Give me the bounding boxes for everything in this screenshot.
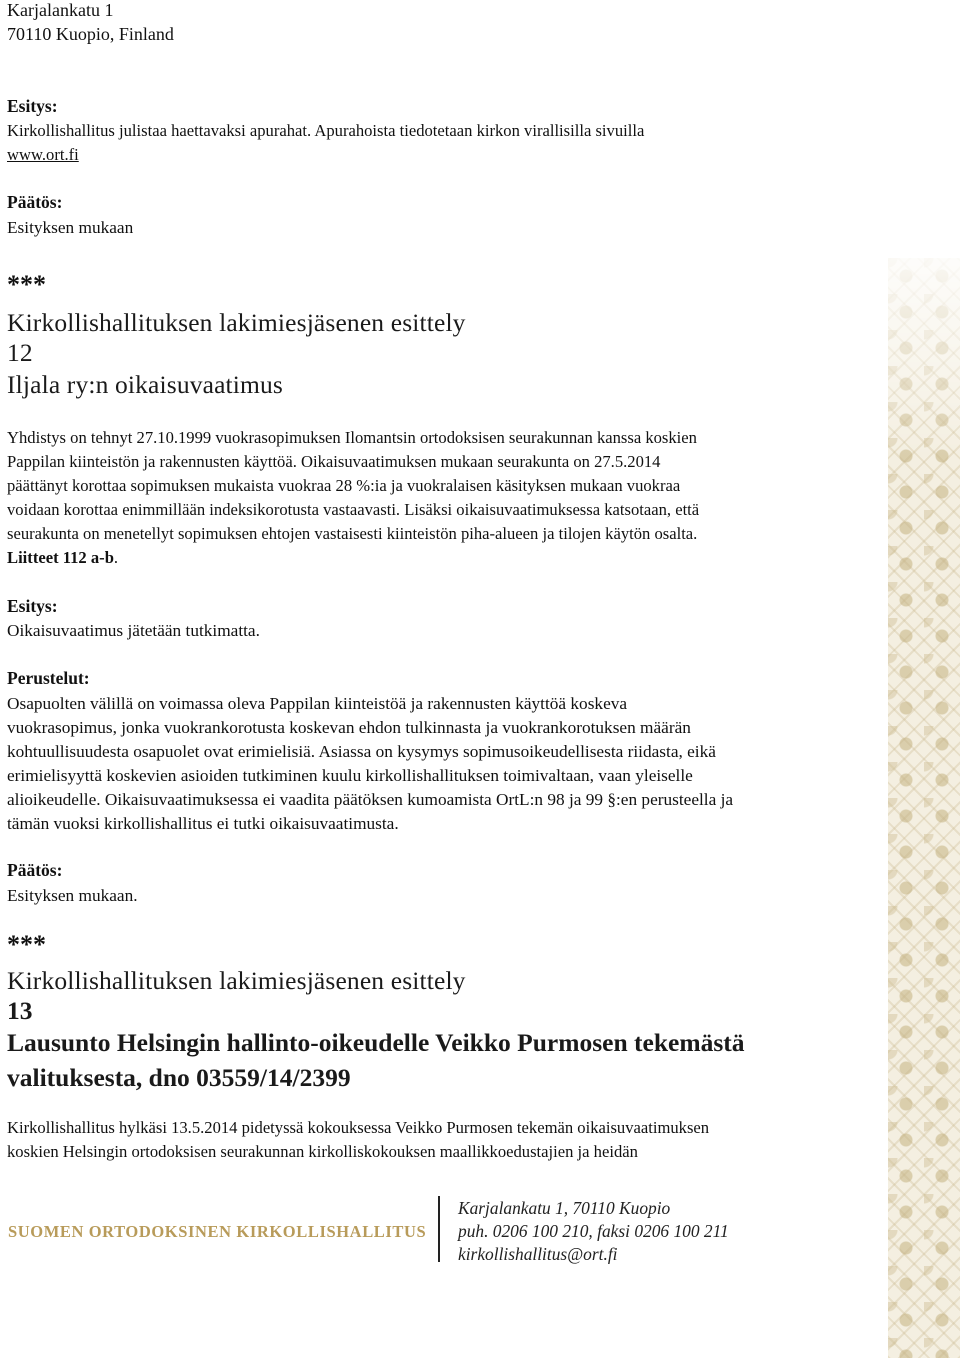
separator-stars: *** (7, 270, 46, 299)
footer-email: kirkollishallitus@ort.fi (458, 1244, 618, 1264)
presenter-heading: Kirkollishallituksen lakimiesjäsenen esittely (7, 308, 466, 337)
presenter-heading: Kirkollishallituksen lakimiesjäsenen esittely (7, 966, 466, 995)
body-line: seurakunta on menetellyt sopimuksen ehtojen vastaisesti kiinteistön piha-alueen ja tilojen käytön osalta. (7, 524, 698, 543)
footer-divider (438, 1196, 440, 1262)
decision-label: Päätös: (7, 860, 63, 880)
item-number: 13 (7, 996, 33, 1025)
proposal-text: Kirkollishallitus julistaa haettavaksi apurahat. Apurahoista tiedotetaan kirkon virallisilla sivuilla (7, 121, 645, 140)
body-line: Pappilan kiinteistön ja rakennusten käyttöä. Oikaisuvaatimuksen mukaan seurakunta on 27.5.2014 (7, 452, 661, 471)
item-title: Iljala ry:n oikaisuvaatimus (7, 370, 283, 399)
attachments-suffix: . (113, 548, 119, 567)
body-line: Kirkollishallitus hylkäsi 13.5.2014 pidetyssä kokouksessa Veikko Purmosen tekemän oikaisuvaatimuksen (7, 1118, 710, 1137)
decision-text: Esityksen mukaan. (7, 886, 138, 905)
decorative-ornament-strip (888, 258, 960, 1358)
decision-text: Esityksen mukaan (7, 218, 134, 237)
organization-logo-text: SUOMEN ORTODOKSINEN KIRKOLLISHALLITUS (8, 1222, 427, 1241)
ort-fi-link[interactable]: www.ort.fi (7, 145, 79, 164)
item-title-line1: Lausunto Helsingin hallinto-oikeudelle Veikko Purmosen tekemästä (7, 1028, 745, 1057)
grounds-label: Perustelut: (7, 668, 90, 688)
attachments-label: Liitteet 112 a-b (7, 548, 114, 567)
item-number: 12 (7, 338, 33, 367)
body-line: koskien Helsingin ortodoksisen seurakunnan kirkolliskokouksen maallikkoedustajien ja heidän (7, 1142, 638, 1161)
address-street: Karjalankatu 1 (7, 0, 114, 20)
footer-phone: puh. 0206 100 210, faksi 0206 100 211 (458, 1221, 729, 1241)
grounds-line: tämän vuoksi kirkollishallitus ei tutki oikaisuvaatimusta. (7, 814, 399, 833)
separator-stars: *** (7, 930, 46, 959)
grounds-line: erimielisyyttä koskevien asioiden tutkiminen kuulu kirkollishallituksen toimivaltaan, vaan yleiselle (7, 766, 693, 785)
grounds-line: Osapuolten välillä on voimassa oleva Pappilan kiinteistöä ja rakennusten käyttöä koskeva (7, 694, 628, 713)
grounds-line: vuokrasopimus, jonka vuokrankorotusta koskevan ehdon tulkinnasta ja vuokrankorotuksen määrän (7, 718, 691, 737)
decision-label: Päätös: (7, 192, 63, 212)
grounds-line: kohtuullisuudesta osapuolet ovat erimielisiä. Asiassa on kysymys sopimusoikeudellisesta riidasta, eikä (7, 742, 716, 761)
footer-address: Karjalankatu 1, 70110 Kuopio (458, 1198, 671, 1218)
proposal-text: Oikaisuvaatimus jätetään tutkimatta. (7, 621, 260, 640)
body-line: Yhdistys on tehnyt 27.10.1999 vuokrasopimuksen Ilomantsin ortodoksisen seurakunnan kanssa koskien (7, 428, 697, 447)
proposal-label: Esitys: (7, 96, 58, 116)
item-title-line2: valituksesta, dno 03559/14/2399 (7, 1063, 351, 1092)
attachments-line (7, 546, 118, 570)
grounds-line: alioikeudelle. Oikaisuvaatimuksessa ei vaadita päätöksen kumoamista OrtL:n 98 ja 99 §:en perusteella ja (7, 790, 734, 809)
body-line: voidaan korottaa enimmillään indeksikorotusta vastaavasti. Lisäksi oikaisuvaatimuksessa katsotaan, että (7, 500, 700, 519)
address-city: 70110 Kuopio, Finland (7, 24, 174, 44)
body-line: päättänyt korottaa sopimuksen mukaista vuokraa 28 %:ia ja vuokralaisen käsityksen mukaan vuokraa (7, 476, 681, 495)
proposal-label: Esitys: (7, 596, 58, 616)
